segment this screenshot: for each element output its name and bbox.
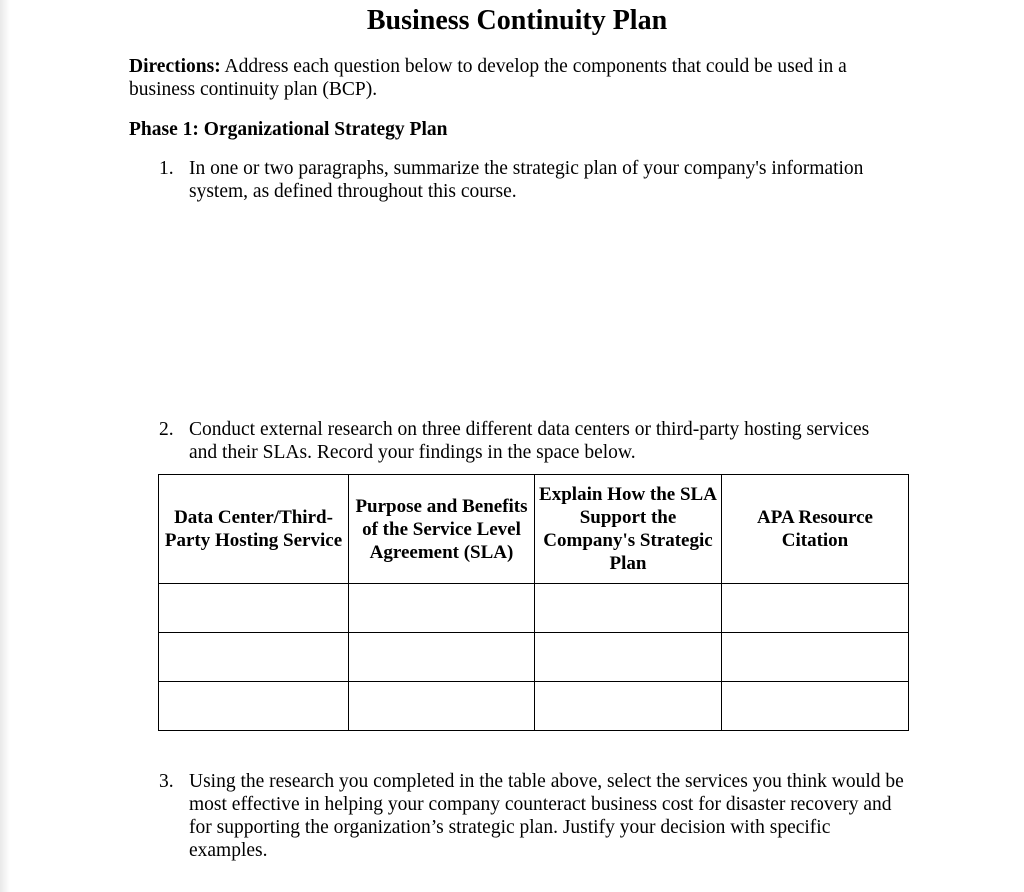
document-title: Business Continuity Plan	[366, 5, 668, 36]
table-cell[interactable]	[159, 584, 349, 633]
question-3-text: Using the research you completed in the table above, select the services you think would be most effective in helping your company counteract business cost for disaster recovery and for supporting the organization’s strategic plan. Justify your decision with specific examples.	[189, 771, 904, 861]
table-cell[interactable]	[722, 633, 909, 682]
header-strategic-support: Explain How the SLA Support the Company's Strategic Plan	[535, 475, 722, 584]
directions-label: Directions:	[129, 56, 221, 77]
question-2	[159, 418, 899, 464]
table-row	[159, 682, 909, 731]
question-1	[159, 157, 899, 203]
question-3-number: 3.	[159, 771, 174, 792]
table-cell[interactable]	[722, 682, 909, 731]
phase-heading: Phase 1: Organizational Strategy Plan	[129, 119, 448, 140]
question-1-text: In one or two paragraphs, summarize the strategic plan of your company's information system, as defined throughout this course.	[189, 158, 864, 202]
table-cell[interactable]	[535, 633, 722, 682]
table-cell[interactable]	[159, 633, 349, 682]
table-row	[159, 633, 909, 682]
question-2-text: Conduct external research on three different data centers or third-party hosting services and their SLAs. Record your findings in the space below.	[189, 419, 870, 463]
directions-paragraph	[129, 55, 899, 101]
table-cell[interactable]	[159, 682, 349, 731]
question-2-number: 2.	[159, 419, 174, 440]
research-table	[158, 474, 909, 731]
table-cell[interactable]	[349, 584, 535, 633]
table-cell[interactable]	[535, 584, 722, 633]
table-cell[interactable]	[349, 633, 535, 682]
question-1-number: 1.	[159, 158, 174, 179]
directions-text: Address each question below to develop the components that could be used in a business continuity plan (BCP).	[129, 56, 847, 100]
header-apa-citation: APA Resource Citation	[722, 475, 909, 584]
table-row	[159, 584, 909, 633]
table-cell[interactable]	[722, 584, 909, 633]
page-left-shadow	[0, 0, 10, 892]
table-cell[interactable]	[349, 682, 535, 731]
table-header-row	[159, 475, 909, 584]
table-cell[interactable]	[535, 682, 722, 731]
header-hosting-service: Data Center/Third-Party Hosting Service	[159, 475, 349, 584]
question-3	[159, 770, 909, 862]
header-sla-purpose: Purpose and Benefits of the Service Level Agreement (SLA)	[349, 475, 535, 584]
